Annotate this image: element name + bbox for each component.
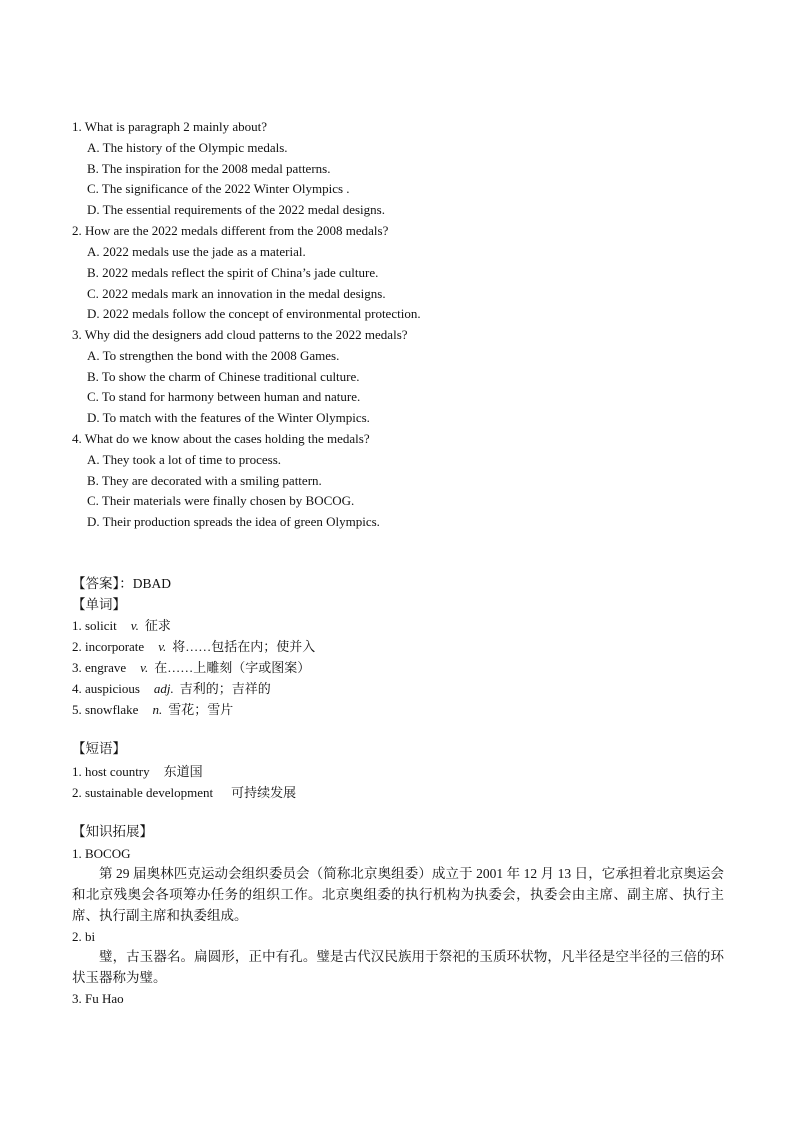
answer-line [72, 576, 171, 592]
phrase-item [72, 764, 203, 780]
question-4-option-b: B. They are decorated with a smiling pattern. [87, 473, 322, 488]
question-1-option-b: B. The inspiration for the 2008 medal patterns. [87, 161, 331, 176]
vocab-meaning: 征求 [144, 618, 171, 633]
question-4-stem: 4. What do we know about the cases holding the medals? [72, 431, 370, 446]
knowledge-entry-title: 2. bi [72, 929, 96, 944]
vocab-item [72, 618, 171, 634]
question-3-stem: 3. Why did the designers add cloud patterns to the 2022 medals? [72, 327, 408, 342]
vocab-meaning: 将……包括在内；使并入 [172, 639, 316, 654]
vocab-item [72, 702, 233, 718]
question-2-option-d: D. 2022 medals follow the concept of environmental protection. [87, 306, 421, 321]
vocab-meaning: 在……上雕刻（字或图案） [154, 660, 311, 675]
phrases-heading: 【短语】 [72, 741, 126, 756]
question-3-option-b: B. To show the charm of Chinese traditional culture. [87, 369, 360, 384]
question-4-option-d: D. Their production spreads the idea of green Olympics. [87, 514, 380, 529]
question-1-option-d: D. The essential requirements of the 2022 medal designs. [87, 202, 385, 217]
vocab-pos: n. [152, 702, 163, 717]
question-2-option-c: C. 2022 medals mark an innovation in the medal designs. [87, 286, 386, 301]
question-1-option-c: C. The significance of the 2022 Winter Olympics . [87, 181, 350, 196]
vocab-pos: adj. [153, 681, 174, 696]
vocab-pos: v. [158, 639, 167, 654]
vocab-num: 3. [72, 660, 82, 675]
vocab-word: engrave [85, 660, 127, 675]
vocab-meaning: 吉利的；吉祥的 [179, 681, 271, 696]
phrase-text: sustainable development [85, 785, 214, 800]
vocab-num: 4. [72, 681, 82, 696]
vocab-num: 1. [72, 618, 82, 633]
vocab-num: 5. [72, 702, 82, 717]
question-2-option-a: A. 2022 medals use the jade as a material. [87, 244, 306, 259]
phrase-text: host country [85, 764, 150, 779]
vocab-pos: v. [140, 660, 149, 675]
question-3-option-c: C. To stand for harmony between human and nature. [87, 389, 361, 404]
question-4-option-c: C. Their materials were finally chosen by BOCOG. [87, 493, 355, 508]
phrase-num: 2. [72, 785, 82, 800]
question-1-stem: 1. What is paragraph 2 mainly about? [72, 119, 268, 134]
question-2-stem: 2. How are the 2022 medals different from the 2008 medals? [72, 223, 389, 238]
vocab-item [72, 681, 271, 697]
phrase-num: 1. [72, 764, 82, 779]
vocab-item [72, 639, 315, 655]
question-3-option-a: A. To strengthen the bond with the 2008 Games. [87, 348, 340, 363]
answer-value: DBAD [132, 576, 172, 591]
phrase-item [72, 785, 296, 801]
knowledge-entry-title: 3. Fu Hao [72, 991, 124, 1006]
knowledge-entry-title: 1. BOCOG [72, 846, 131, 861]
question-4-option-a: A. They took a lot of time to process. [87, 452, 282, 467]
knowledge-entry-text: 璧，古玉器名。扁圆形，正中有孔。璧是古代汉民族用于祭祀的玉质环状物，凡半径是空半径的三倍的环状玉器称为璧。 [72, 949, 724, 985]
knowledge-heading: 【知识拓展】 [72, 824, 153, 839]
question-1-option-a: A. The history of the Olympic medals. [87, 140, 288, 155]
phrase-meaning: 可持续发展 [231, 785, 297, 800]
question-2-option-b: B. 2022 medals reflect the spirit of China’s jade culture. [87, 265, 379, 280]
answer-label: 【答案】： [72, 576, 133, 591]
vocab-word: solicit [85, 618, 117, 633]
vocab-item [72, 660, 310, 676]
vocab-pos: v. [130, 618, 139, 633]
vocab-heading: 【单词】 [72, 597, 126, 612]
vocab-word: snowflake [85, 702, 139, 717]
vocab-word: auspicious [85, 681, 140, 696]
vocab-word: incorporate [85, 639, 145, 654]
vocab-num: 2. [72, 639, 82, 654]
knowledge-entry-text: 第 29 届奥林匹克运动会组织委员会（简称北京奥组委）成立于 2001 年 12 月 13 日，它承担着北京奥运会和北京残奥会各项筹办任务的组织工作。北京奥组委的执行机构为执委会，执委会由主席、副主席、执行主席、执行副主席和执委组成。 [72, 866, 724, 923]
vocab-meaning: 雪花；雪片 [168, 702, 234, 717]
phrase-meaning: 东道国 [163, 764, 203, 779]
question-3-option-d: D. To match with the features of the Winter Olympics. [87, 410, 370, 425]
